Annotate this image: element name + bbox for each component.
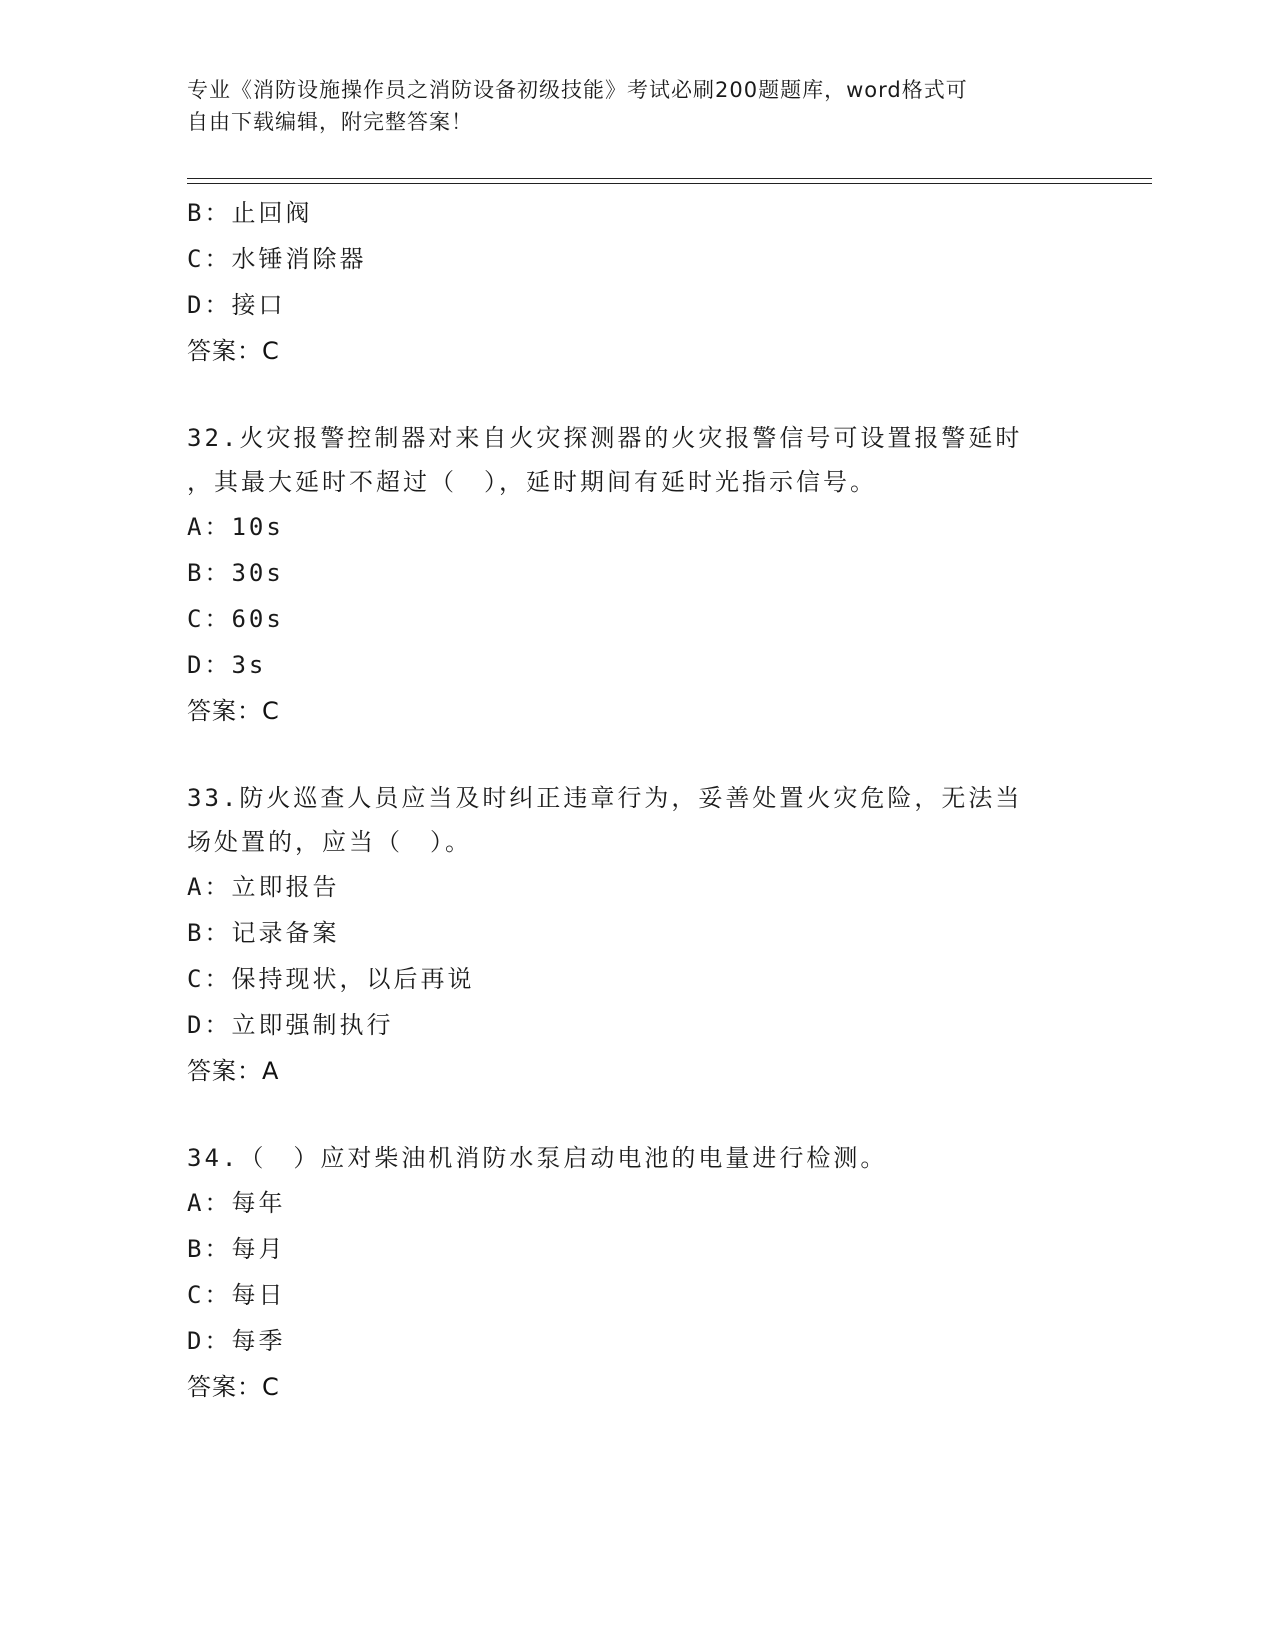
question-32 — [187, 416, 1087, 734]
option-d: D：每季 — [187, 1327, 286, 1355]
option-a: A：每年 — [187, 1189, 286, 1217]
document-header — [187, 74, 1067, 138]
option-d: D：立即强制执行 — [187, 1011, 394, 1039]
answer-line: 答案：C — [187, 337, 280, 365]
question-stem-line: 32.火灾报警控制器对来自火灾探测器的火灾报警信号可设置报警延时 — [187, 424, 1023, 452]
header-divider-top — [187, 178, 1152, 179]
option-b: B：30s — [187, 559, 284, 587]
option-c: C：保持现状，以后再说 — [187, 965, 475, 993]
option-b: B：记录备案 — [187, 919, 340, 947]
question-stem-line: 场处置的，应当（ ）。 — [187, 828, 472, 856]
option-d: D：接口 — [187, 291, 286, 319]
option-c: C：每日 — [187, 1281, 286, 1309]
option-b: B：每月 — [187, 1235, 286, 1263]
question-33 — [187, 776, 1087, 1094]
question-stem-line: 33.防火巡查人员应当及时纠正违章行为，妥善处置火灾危险，无法当 — [187, 784, 1023, 812]
answer-line: 答案：C — [187, 1373, 280, 1401]
option-a: A：10s — [187, 513, 284, 541]
answer-line: 答案：A — [187, 1057, 280, 1085]
question-31-continuation — [187, 190, 1087, 374]
question-stem-line: 34.（ ）应对柴油机消防水泵启动电池的电量进行检测。 — [187, 1144, 888, 1172]
answer-line: 答案：C — [187, 697, 280, 725]
header-divider-bottom — [187, 183, 1152, 184]
option-c: C：水锤消除器 — [187, 245, 367, 273]
question-34 — [187, 1136, 1087, 1410]
header-line-2: 自由下载编辑，附完整答案！ — [187, 110, 473, 134]
option-a: A：立即报告 — [187, 873, 340, 901]
option-b: B：止回阀 — [187, 199, 313, 227]
question-stem-line: ，其最大延时不超过（ ），延时期间有延时光指示信号。 — [187, 468, 877, 496]
header-line-1: 专业《消防设施操作员之消防设备初级技能》考试必刷200题题库，word格式可 — [187, 78, 968, 102]
option-d: D：3s — [187, 651, 267, 679]
option-c: C：60s — [187, 605, 284, 633]
question-list — [187, 190, 1087, 1410]
